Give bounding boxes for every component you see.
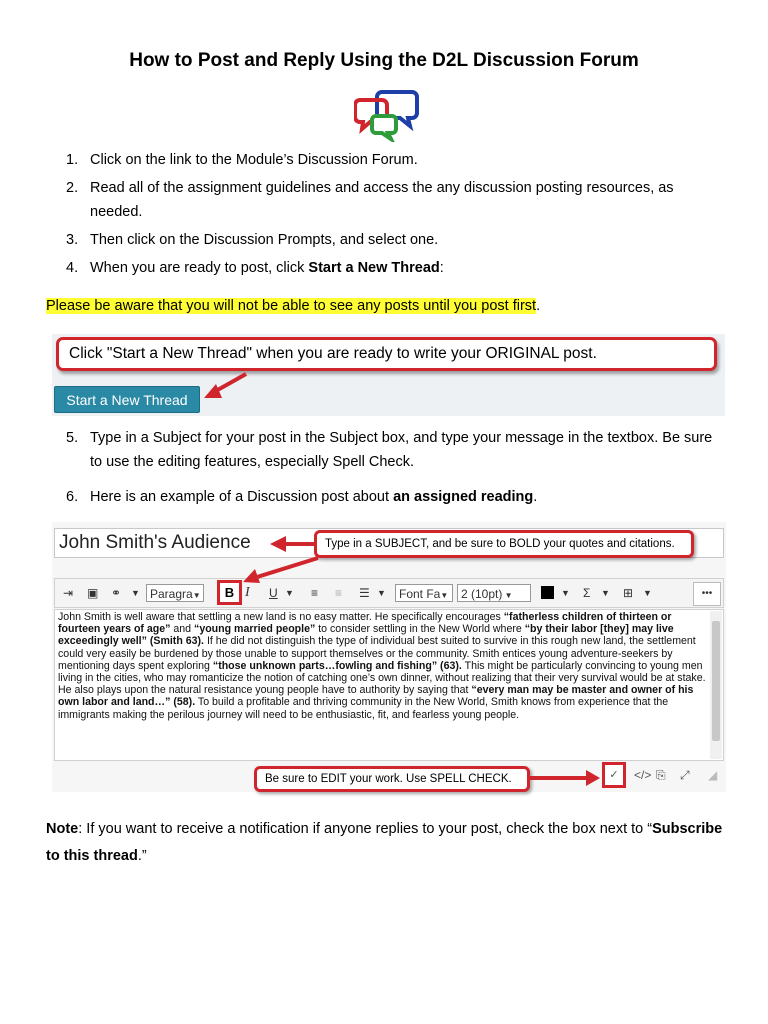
steps-list-a xyxy=(66,148,726,280)
chevron-down-icon[interactable]: ▼ xyxy=(561,588,570,598)
note-paragraph xyxy=(46,816,736,870)
font-family-select-value: Font Fa xyxy=(399,587,441,601)
list-item xyxy=(66,426,726,474)
note-label: Note xyxy=(46,821,79,837)
step-bold-text: an assigned reading xyxy=(393,489,534,505)
step-bold-text: Start a New Thread xyxy=(308,260,440,276)
font-family-select[interactable] xyxy=(395,584,453,602)
bold-quote: “by their labor [they] may live exceedingly well” (Smith 63). xyxy=(58,623,674,648)
insert-image-icon[interactable]: ▣ xyxy=(87,586,99,600)
start-thread-callout: Click "Start a New Thread" when you are ready to write your ORIGINAL post. xyxy=(56,337,717,371)
page-title: How to Post and Reply Using the D2L Discussion Forum xyxy=(129,50,639,71)
equation-button[interactable]: Σ xyxy=(583,586,591,600)
highlight-suffix: . xyxy=(536,298,541,314)
bold-quote: “young married people” xyxy=(194,623,316,636)
font-color-swatch[interactable] xyxy=(541,586,554,599)
indent-icon[interactable]: ≡ xyxy=(335,586,343,600)
paragraph-select[interactable] xyxy=(146,584,204,602)
spell-check-callout: Be sure to EDIT your work. Use SPELL CHECK. xyxy=(254,766,530,792)
body-text: If he did not distinguish the type of individual best suited to survive in this rough new land, the settlement could very easily be burdened by those unable to support themselves or the community. Smith entices young adventure-seekers by mentioning days spent exploring xyxy=(58,635,696,672)
step-text: Then click on the Discussion Prompts, and select one. xyxy=(90,232,439,248)
step-text: : xyxy=(439,260,444,276)
chevron-down-icon: ▼ xyxy=(192,591,201,600)
insert-table-icon[interactable]: ⊞ xyxy=(623,586,634,600)
bold-quote: “those unknown parts…fowling and fishing” (63). xyxy=(212,659,462,672)
step-number: 2. xyxy=(66,180,79,196)
insert-stuff-icon[interactable]: ⇥ xyxy=(63,586,74,600)
step-number: 4. xyxy=(66,260,79,276)
note-text: : If you want to receive a notification if anyone replies to your post, check the box next to “ xyxy=(78,821,653,837)
editor-toolbar xyxy=(54,578,724,608)
highlight-notice xyxy=(46,296,540,316)
list-item xyxy=(66,148,726,172)
bold-quote: “fatherless children of thirteen or fourteen years of age” xyxy=(58,611,672,636)
subject-callout: Type in a SUBJECT, and be sure to BOLD your quotes and citations. xyxy=(314,530,694,558)
scrollbar-thumb[interactable] xyxy=(712,621,720,741)
paragraph-select-value: Paragra xyxy=(150,587,193,601)
step-text: Read all of the assignment guidelines and access the any discussion posting resources, as needed. xyxy=(90,180,674,220)
resize-handle-icon[interactable]: ◢ xyxy=(708,768,718,782)
step-text: Here is an example of a Discussion post about xyxy=(90,489,394,505)
note-bold-text: Subscribe to this thread xyxy=(46,821,723,864)
editor-scrollbar[interactable] xyxy=(710,611,722,759)
step-text: . xyxy=(533,489,538,505)
step-number: 5. xyxy=(66,430,79,446)
more-options-button[interactable]: ••• xyxy=(693,582,721,606)
bold-quote: “every man may be master and owner of his own labor and land…” (58). xyxy=(58,684,694,709)
body-text: John Smith is well aware that settling a new land is no easy matter. He specifically encourages xyxy=(58,611,504,623)
bold-button[interactable]: B xyxy=(217,580,242,605)
underline-button[interactable]: U xyxy=(269,586,278,600)
list-item xyxy=(66,176,726,224)
body-text: To build a profitable and thriving community in the New World, Smith knows from experience that the immigrants making the perilous journey will need to be enthusiastic, fit, and fearless young people. xyxy=(58,696,669,721)
bullet-list-icon[interactable]: ☰ xyxy=(359,586,370,600)
chevron-down-icon[interactable]: ▼ xyxy=(131,588,140,598)
font-size-select-value: 2 (10pt) xyxy=(461,587,503,601)
steps-list-b xyxy=(66,426,726,509)
list-item xyxy=(66,256,726,280)
spell-check-icon[interactable]: ✓ xyxy=(602,762,626,788)
source-code-icon[interactable]: </> xyxy=(634,768,652,782)
align-icon[interactable]: ≡ xyxy=(311,586,319,600)
highlighted-text: Please be aware that you will not be able to see any posts until you post first xyxy=(46,298,537,314)
note-text: .” xyxy=(137,848,147,864)
message-editor[interactable] xyxy=(54,609,724,761)
body-text: This might be particularly convincing to young men living in the cities, who may romanticize the notion of catching one’s own dinner, without realizing that their very survival would be at stake. He also plays upon the natural resistance young people have to authority by saying that xyxy=(58,659,706,697)
list-item xyxy=(66,228,726,252)
fullscreen-icon[interactable]: ⤢ xyxy=(680,768,690,782)
chevron-down-icon[interactable]: ▼ xyxy=(601,588,610,598)
preview-icon[interactable]: ⎘ xyxy=(656,768,666,782)
insert-link-icon[interactable]: ⚭ xyxy=(111,586,122,600)
chevron-down-icon[interactable]: ▼ xyxy=(643,588,652,598)
chevron-down-icon: ▼ xyxy=(502,591,513,600)
font-size-select[interactable] xyxy=(457,584,531,602)
discussion-chat-icon xyxy=(354,88,420,142)
chevron-down-icon[interactable]: ▼ xyxy=(285,588,294,598)
step-text: Click on the link to the Module’s Discussion Forum. xyxy=(90,152,418,168)
subject-input[interactable]: John Smith's Audience xyxy=(54,528,724,558)
body-text: and xyxy=(170,623,195,636)
list-item xyxy=(66,485,726,509)
body-text: to consider settling in the New World where xyxy=(315,623,525,636)
italic-button[interactable]: I xyxy=(245,585,250,600)
chevron-down-icon[interactable]: ▼ xyxy=(377,588,386,598)
step-number: 1. xyxy=(66,152,79,168)
step-text: Type in a Subject for your post in the Subject box, and type your message in the textbox. Be sure to use the editing features, especially Spell Check. xyxy=(90,430,713,470)
chevron-down-icon: ▼ xyxy=(440,591,449,600)
message-body xyxy=(58,611,708,721)
start-new-thread-button[interactable]: Start a New Thread xyxy=(54,386,200,413)
step-number: 3. xyxy=(66,232,79,248)
step-number: 6. xyxy=(66,489,79,505)
step-text: When you are ready to post, click xyxy=(90,260,309,276)
